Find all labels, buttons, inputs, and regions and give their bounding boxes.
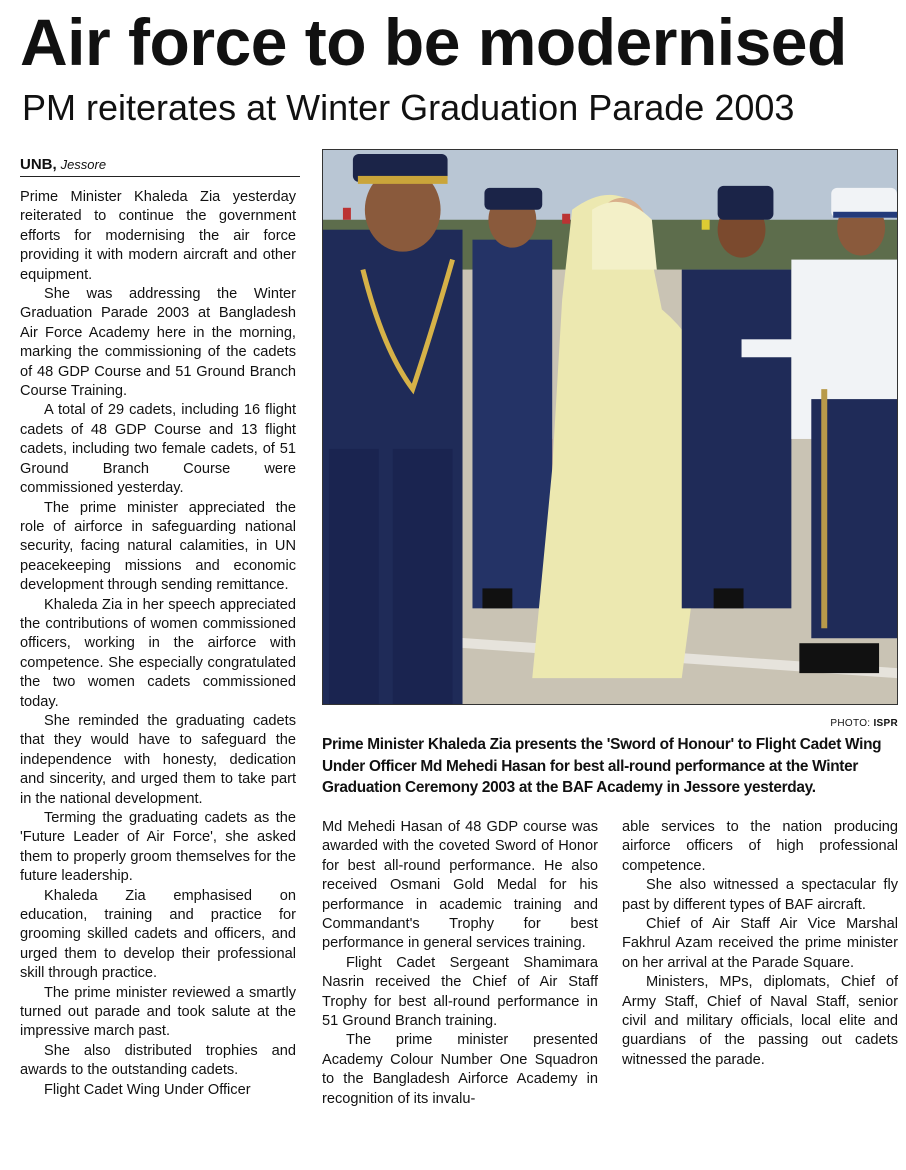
byline <box>20 154 300 175</box>
paragraph: Md Mehedi Hasan of 48 GDP course was awarded with the coveted Sword of Honor for best all-round performance. He also received Osmani Gold Medal for his performance in academic training and Commandant's Trophy for best performance in general services training. <box>322 819 598 952</box>
article-column-1 <box>20 188 296 1168</box>
paragraph: Flight Cadet Sergeant Shamimara Nasrin received the Chief of Air Staff Trophy for best all-round performance in 51 Ground Branch training. <box>322 954 598 1030</box>
paragraph: She was addressing the Winter Graduation Parade 2003 at Bangladesh Air Force Academy here in the morning, marking the commissioning of the cadets of 48 GDP Course and 51 Ground Branch Course Training. <box>20 286 296 400</box>
headline: Air force to be modernised <box>20 5 847 79</box>
photo-caption: Prime Minister Khaleda Zia presents the 'Sword of Honour' to Flight Cadet Wing Under Officer Md Mehedi Hasan for best all-round performance at the Winter Graduation Ceremony 2003 at the BAF Academy in Jessore yesterday. <box>322 736 882 796</box>
news-photo-illustration <box>323 150 897 704</box>
paragraph: She also witnessed a spectacular fly past by different types of BAF aircraft. <box>622 877 898 913</box>
byline-place: Jessore <box>60 157 107 172</box>
article-column-3 <box>622 818 898 1168</box>
byline-rule <box>20 176 300 177</box>
photo-credit-source: ISPR <box>873 718 898 729</box>
paragraph: Terming the graduating cadets as the 'Future Leader of Air Force', she asked them to properly groom themselves for the future leadership. <box>20 810 296 885</box>
paragraph: Khaleda Zia emphasised on education, training and practice for grooming skilled cadets and officers, and urged them to develop their professional skill through practice. <box>20 887 296 982</box>
article-column-2 <box>322 818 598 1168</box>
news-photo <box>322 149 898 705</box>
byline-agency: UNB, <box>20 156 57 173</box>
paragraph: Ministers, MPs, diplomats, Chief of Army Staff, Chief of Naval Staff, senior civil and military officials, local elite and guardians of the passing out cadets witnessed the parade. <box>622 974 898 1068</box>
paragraph: The prime minister reviewed a smartly turned out parade and took salute at the impressive march past. <box>20 984 296 1040</box>
paragraph: The prime minister presented Academy Colour Number One Squadron to the Bangladesh Airforce Academy in recognition of its invalu- <box>322 1032 598 1107</box>
paragraph: Chief of Air Staff Air Vice Marshal Fakhrul Azam received the prime minister on her arrival at the Parade Square. <box>622 916 898 971</box>
paragraph: Flight Cadet Wing Under Officer <box>44 1081 251 1098</box>
paragraph: The prime minister appreciated the role of airforce in safeguarding national security, facing natural calamities, in UN peacekeeping missions and economic development through sending remittance. <box>20 499 296 594</box>
paragraph: able services to the nation producing airforce officers of high professional competence. <box>622 819 898 874</box>
paragraph: Prime Minister Khaleda Zia yesterday reiterated to continue the government efforts for modernising the air force providing it with modern aircraft and other equipment. <box>20 189 296 283</box>
paragraph: Khaleda Zia in her speech appreciated the contributions of women commissioned officers, working in the airforce with competence. She especially congratulated the two women cadets commissioned today. <box>20 596 296 710</box>
subheadline: PM reiterates at Winter Graduation Parade 2003 <box>22 87 795 128</box>
paragraph: She also distributed trophies and awards to the outstanding cadets. <box>20 1042 296 1079</box>
photo-credit-label: PHOTO: <box>830 718 871 729</box>
paragraph: A total of 29 cadets, including 16 flight cadets of 48 GDP Course and 13 flight cadets, including two female cadets, of 51 Ground Branch Course were commissioned yesterday. <box>20 402 296 497</box>
paragraph: She reminded the graduating cadets that they would have to safeguard the independence with honesty, dedication and sincerity, and urged them to take part in the national development. <box>20 712 296 807</box>
photo-credit <box>700 717 898 731</box>
